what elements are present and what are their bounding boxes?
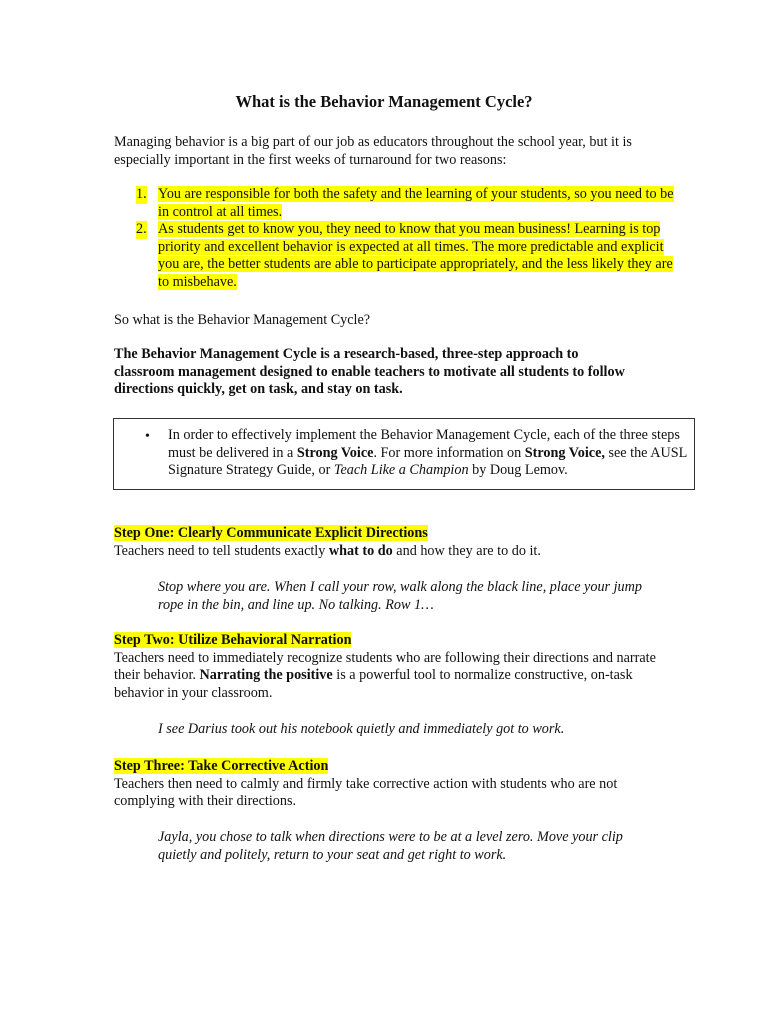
step-text-part: is a powerful tool to normalize constructive, on-task behavior in your classroom. <box>114 667 633 701</box>
reasons-list <box>136 186 676 291</box>
step-text-part: and how they are to do it. <box>392 542 541 559</box>
definition-bold: The Behavior Management Cycle is a research-based, three-step approach to classroom management designed to enable teachers to motivate all students to follow directions quickly, get on <box>114 346 625 397</box>
step-two-example: I see Darius took out his notebook quietly and immediately got to work. <box>158 721 565 737</box>
list-item <box>136 186 676 221</box>
step-one-heading: Step One: Clearly Communicate Explicit Directions <box>114 525 428 541</box>
book-title: Teach Like a Champion <box>333 462 469 478</box>
page-title: What is the Behavior Management Cycle? <box>235 92 533 111</box>
step-two-section <box>114 632 659 702</box>
bullet-icon: • <box>145 429 150 444</box>
note-text-part: see the AUSL Signature Strategy Guide, or <box>168 444 687 478</box>
definition-rest: task, and stay on task. <box>265 381 403 397</box>
intro-paragraph: Managing behavior is a big part of our job as educators throughout the school year, but it is especially important in the first weeks of turnaround for two reasons: <box>114 134 632 168</box>
step-three-text: Teachers then need to calmly and firmly take corrective action with students who are not complying with their directions. <box>114 775 618 809</box>
note-text <box>168 427 688 480</box>
list-item <box>136 221 676 291</box>
strong-voice-term: Strong Voice <box>296 444 374 461</box>
step-emphasis: Narrating the positive <box>199 667 333 683</box>
step-two-text <box>114 650 659 703</box>
step-two-heading: Step Two: Utilize Behavioral Narration <box>114 632 352 648</box>
list-number: 2. <box>136 221 147 237</box>
question-paragraph: So what is the Behavior Management Cycle? <box>114 312 371 328</box>
step-text-part: Teachers need to immediately recognize students who are following their directions and narrate their behavior. <box>114 649 656 683</box>
note-text-part: . For more information on <box>373 444 525 461</box>
step-one-section <box>114 525 659 560</box>
list-number: 1. <box>136 186 147 202</box>
list-item-text: You are responsible for both the safety and the learning of your students, so you need to be in control at all times. <box>158 186 674 220</box>
step-three-example: Jayla, you chose to talk when directions were to be at a level zero. Move your clip quietly and politely, return to your seat and get right to work. <box>158 829 623 863</box>
step-one-text <box>114 543 659 561</box>
step-one-example: Stop where you are. When I call your row, walk along the black line, place your jump rope in the bin, and line up. No talking. Row 1… <box>158 579 642 613</box>
strong-voice-term: Strong Voice, <box>524 444 605 461</box>
note-text-part: In order to effectively implement the Behavior Management Cycle, each of the three steps must be delivered in a <box>168 427 680 461</box>
note-text-part: by Doug Lemov. <box>468 462 568 478</box>
step-emphasis: what to do <box>328 542 393 559</box>
step-three-heading: Step Three: Take Corrective Action <box>114 758 329 774</box>
note-box <box>113 418 695 490</box>
list-item-text: As students get to know you, they need to know that you mean business! Learning is top priority and excellent behavior is expected at all times. The more predictable and explicit you are, the better students are able to participate appropriately, and the less likely they are to misbehave. <box>158 221 673 290</box>
step-three-section <box>114 758 659 811</box>
definition-paragraph <box>114 346 634 399</box>
step-text-part: Teachers need to tell students exactly <box>114 542 329 559</box>
